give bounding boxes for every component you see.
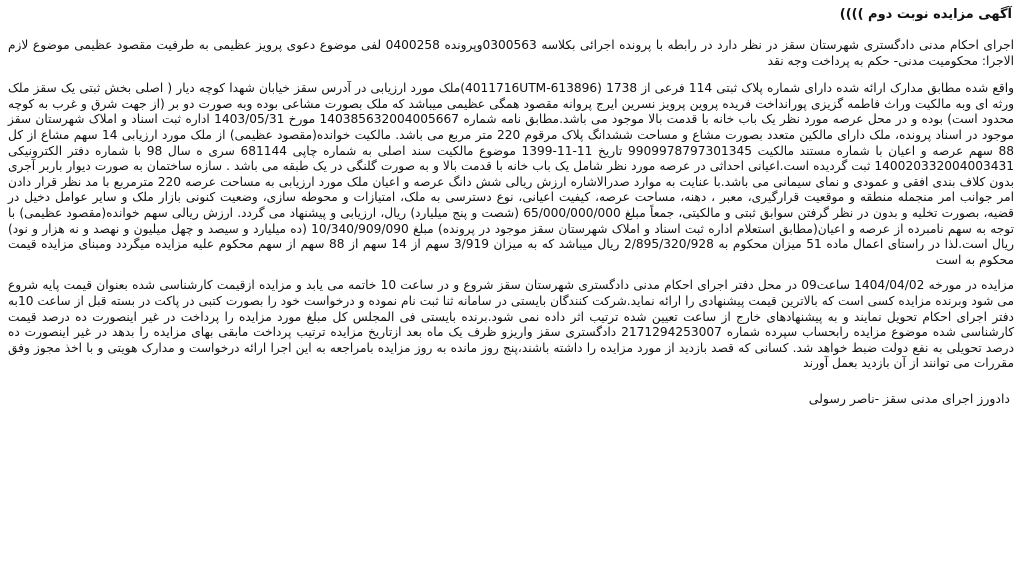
notice-paragraph-property: واقع شده مطابق مدارک ارائه شده دارای شماره پلاک ثبتی 114 فرعی از 1738 (613896-4011716UTM)ملک مورد ارزیابی در آدرس سقز خیابان شهدا کوچه دیار ( اصلی بخش ثبتی یک سقز ملک ورثه ای وبه مالکیت وراث فاطمه گزیزی پورانداخت فریده پروین پرویز نسرین ایرج پروانه مقصود همگی عظیمی میباشد که ملک بصورت مشاعی بوده وبه صورت دو بر (از جهت شرق و غرب به کوچه محدود است) بوده و در محل عرصه مورد نظر یک باب خانه با قدمت بالا موجود می باشد.مطابق نامه شماره 140385632004005667 مورخ 1403/05/31 اداره ثبت اسناد و املاک شهرستان سقز موجود در اسناد پرونده، ملک دارای مالکین متعدد بصورت مشاع و مساحت ششدانگ پلاک مرقوم 220 متر مربع می باشد. مالکیت خوانده(مقصود عظیمی) از ملک مورد ارزیابی 14 سهم مشاع از کل 88 سهم عرصه و اعیان با شماره مستند مالکیت 9909978797301345 تاریخ 11-11-1399 موضوع مالکیت سند اصلی به شماره چاپی 681144 سری ه سال 98 با شماره دفتر الکترونیکی 140020332004003431 ثبت گردیده است.اعیانی احداثی در عرصه مورد نظر شامل یک باب خانه با قدمت بالا و به صورت گلنگی در یک طبقه می باشد . سازه ساختمان به صورت دیوار باربر آجری بدون کلاف بندی افقی و عمودی و نمای سیمانی می باشد.با عنایت به موارد صدرالاشاره ارزش ریالی شش دانگ عرصه و اعیان ملک مورد ارزیابی به مساحت عرصه 220 مترمربع با مد نظر قرار دادن امر جوانب امر منجمله منطقه و موقعیت قرارگیری، معبر ، دهنه، مساحت عرصه، کیفیت اعیانی، نوع دسترسی به ملک، امتیازات و محوطه سازی، وضعیت کنونی بازار ملک و سایر عوامل دخیل در قضیه، بصورت تخلیه و بدون در نظر گرفتن سوابق ثبتی و مالکیتی، جمعاً مبلغ 65/000/000/000 (شصت و پنج میلیارد) ریال، ارزیابی و پیشنهاد می گردد. ارزش ریالی سهم خوانده(مقصود عظیمی) با توجه به سهم نامبرده از عرصه و اعیان(مطابق استعلام اداره ثبت اسناد و املاک شهرستان سقز موجود در پرونده) مبلغ 10/340/909/090 (ده میلیارد و سیصد و چهل میلیون و نهصد و نه هزار و نود) ریال است.لذا در راستای اعمال ماده 51 میزان محکوم به 2/895/320/928 ریال میباشد که به میزان 3/919 سهم از 14 سهم از 88 سهم از سهم محکوم علیه مزایده میگردد ومبنای مزایده قیمت محکوم به است: [8, 81, 1015, 267]
notice-paragraph-case: اجرای احکام مدنی دادگستری شهرستان سقز در نظر دارد در رابطه با پرونده اجرائی بکلاسه 0300563وپرونده 0400258 لفی موضوع دعوی پرویز عظیمی به طرفیت مقصود عظیمی موضوع لازم الاجرا: محکومیت مدنی- حکم به پرداخت وجه نقد: [8, 38, 1015, 68]
auction-notice: [8, 6, 1014, 574]
notice-title: آگهی مزایده نوبت دوم )))): [839, 7, 1012, 22]
notice-paragraph-terms: مزایده در مورخه 1404/04/02 ساعت09 در محل دفتر اجرای احکام مدنی دادگستری شهرستان سقز شروع و در ساعت 10 خاتمه می یابد و مزایده ازقیمت کارشناسی شده بعنوان قیمت پایه شروع می شود وبرنده مزایده کسی است که بالاترین قیمت پیشنهادی را ارائه نماید.شرکت کنندگان بایستی در سامانه ثنا ثبت نام نموده و درخواست خود را بصورت کتبی در پاکت در بسته قبل از ساعت 10به دفتر اجرای احکام تحویل نمایند و به پیشنهادهای خارج از ساعت تعیین شده ترتیب اثر داده نمی شود.برنده بایستی فی المجلس کل مبلغ مورد مزایده را پرداخت در غیر اینصورت ده درصد قیمت کارشناسی شده موضوع مزایده رابحساب سپرده شماره 2171294253007 دادگستری سقز واریزو ظرف یک ماه بعد ازتاریخ مزایده ترتیب پرداخت مابقی بهای مزایده را بدهد در غیر اینصورت ده درصد تحویلی به نفع دولت ضبط خواهد شد. کسانی که قصد بازدید از مورد مزایده را داشته باشند،پنج روز مانده به روز مزایده بامراجعه به این اجرا ارائه درخواست و مدارک هویتی و با اخذ مجوز وفق مقررات می توانند از آن بازدید بعمل آورند: [8, 278, 1014, 371]
notice-signature: دادورز اجرای مدنی سقز -ناصر رسولی: [808, 390, 1010, 406]
